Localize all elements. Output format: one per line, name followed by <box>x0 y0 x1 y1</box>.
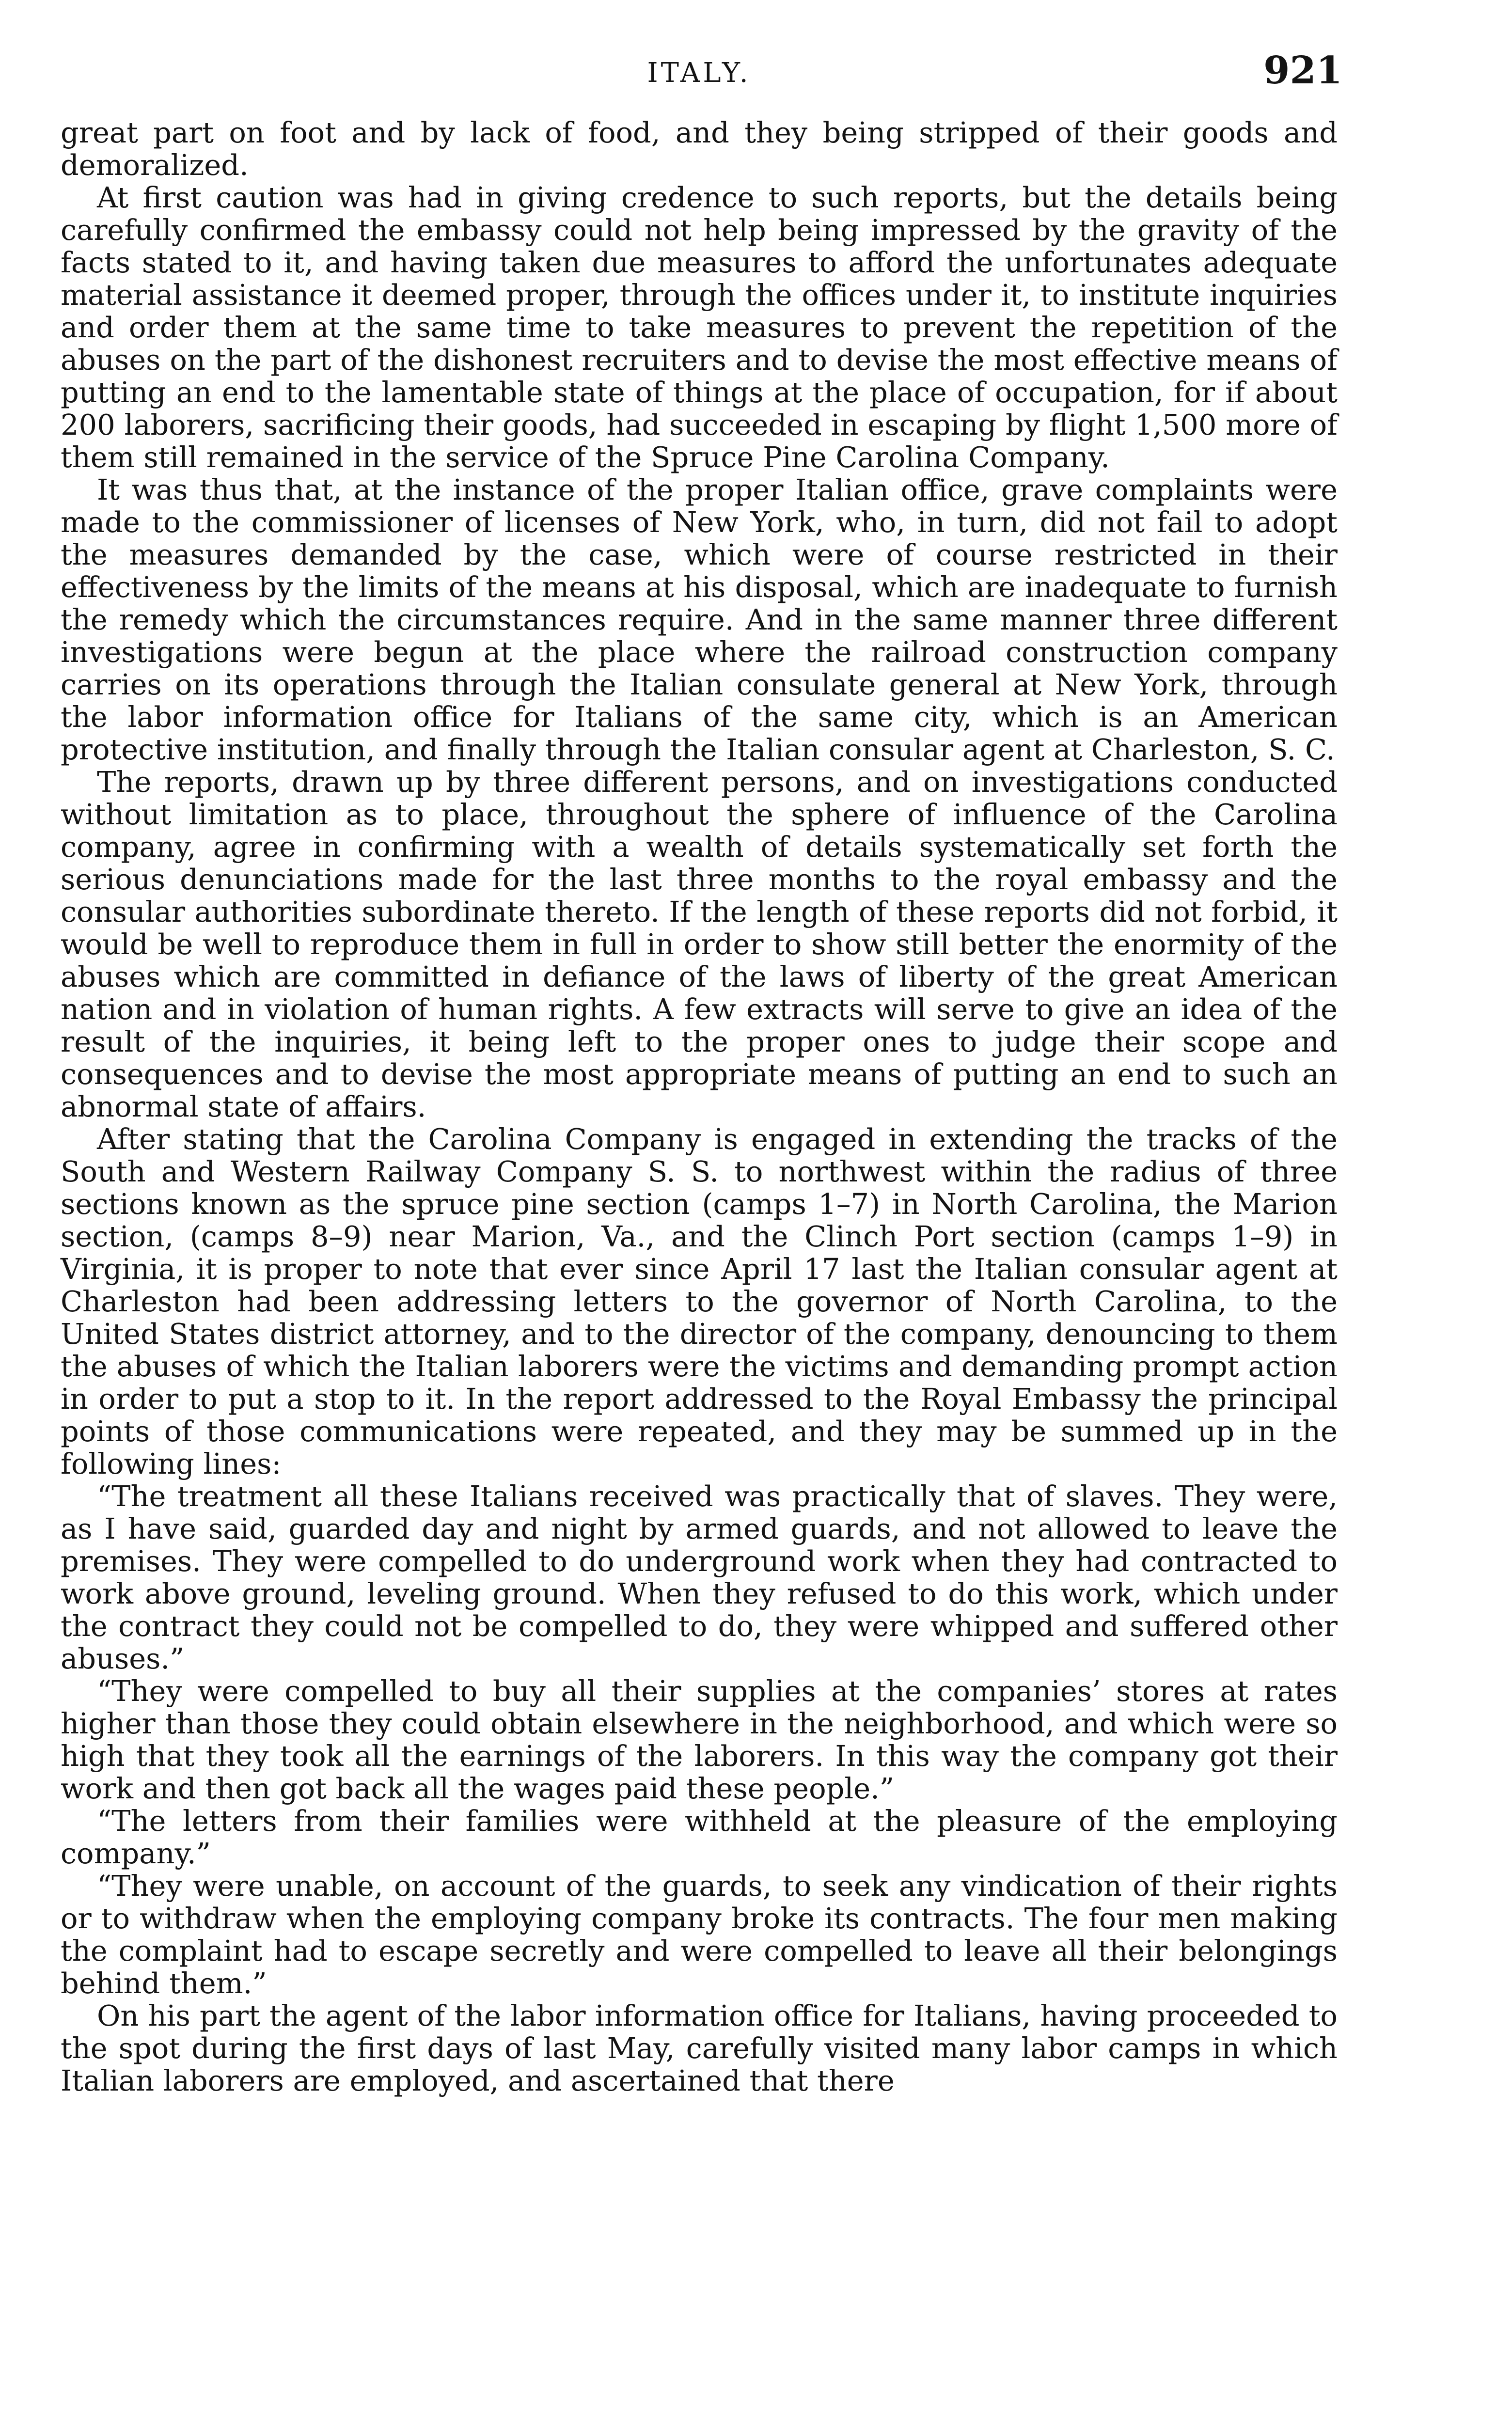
quoted-paragraph: “They were compelled to buy all their supplies at the companies’ stores at rates higher than those they could obtain elsewhere in the neighborhood, and which were so high that they took all the earnings of the laborers. In this way the company got their work and then got back all the wages paid these people.” <box>61 1674 1338 1805</box>
quoted-paragraph: “The treatment all these Italians received was practically that of slaves. They were, as I have said, guarded day and night by armed guards, and not allowed to leave the premises. They were compelled to do underground work when they had contracted to work above ground, leveling ground. When they refused to do this work, which under the contract they could not be compelled to do, they were whipped and suffered other abuses.” <box>61 1479 1338 1675</box>
page-number: 921 <box>1263 48 1342 93</box>
paragraph: On his part the agent of the labor information office for Italians, having proceeded to the spot during the first days of last May, carefully visited many labor camps in which Italian laborers are employed, and ascertained that there <box>61 1999 1338 2097</box>
quoted-paragraph: “They were unable, on account of the guards, to seek any vindication of their rights or to withdraw when the employing company broke its contracts. The four men making the complaint had to escape secretly and were compelled to leave all their belongings behind them.” <box>61 1869 1338 2000</box>
quoted-paragraph: “The letters from their families were withheld at the pleasure of the employing company.” <box>61 1804 1338 1870</box>
paragraph: After stating that the Carolina Company is engaged in extending the tracks of the South and Western Railway Company S. S. to northwest within the radius of three sections known as the spruce pine section (camps 1–7) in North Carolina, the Marion section, (camps 8–9) near Marion, Va., and the Clinch Port section (camps 1–9) in Virginia, it is proper to note that ever since April 17 last the Italian consular agent at Charleston had been addressing letters to the governor of North Carolina, to the United States district attorney, and to the director of the company, denouncing to them the abuses of which the Italian laborers were the victims and demanding prompt action in order to put a stop to it. In the report addressed to the Royal Embassy the principal points of those communications were repeated, and they may be summed up in the following lines: <box>61 1122 1338 1480</box>
paragraph: It was thus that, at the instance of the proper Italian office, grave complaints were made to the commissioner of licenses of New York, who, in turn, did not fail to adopt the measures demanded by the case, which were of course restricted in their effectiveness by the limits of the means at his disposal, which are inadequate to furnish the remedy which the circumstances require. And in the same manner three different investigations were begun at the place where the railroad construction company carries on its operations through the Italian consulate general at New York, through the labor information office for Italians of the same city, which is an American protective institution, and finally through the Italian consular agent at Charleston, S. C. <box>61 473 1338 766</box>
paragraph: At first caution was had in giving credence to such reports, but the details being carefully confirmed the embassy could not help being impressed by the gravity of the facts stated to it, and having taken due measures to afford the unfortunates adequate material assistance it deemed proper, through the offices under it, to institute inquiries and order them at the same time to take measures to prevent the repetition of the abuses on the part of the dishonest recruiters and to devise the most effective means of putting an end to the lamentable state of things at the place of occupation, for if about 200 laborers, sacrificing their goods, had succeeded in escaping by flight 1,500 more of them still remained in the service of the Spruce Pine Carolina Company. <box>61 181 1338 474</box>
paragraph-continuation: great part on foot and by lack of food, and they being stripped of their goods and demoralized. <box>61 116 1338 182</box>
document-page <box>61 48 1342 2097</box>
running-header <box>61 48 1342 102</box>
running-title: ITALY. <box>647 57 751 89</box>
paragraph: The reports, drawn up by three different persons, and on investigations conducted without limitation as to place, throughout the sphere of influence of the Carolina company, agree in confirming with a wealth of details systematically set forth the serious denunciations made for the last three months to the royal embassy and the consular authorities subordinate thereto. If the length of these reports did not forbid, it would be well to reproduce them in full in order to show still better the enormity of the abuses which are committed in defiance of the laws of liberty of the great American nation and in violation of human rights. A few extracts will serve to give an idea of the result of the inquiries, it being left to the proper ones to judge their scope and consequences and to devise the most appropriate means of putting an end to such an abnormal state of affairs. <box>61 765 1338 1123</box>
body-text <box>61 116 1338 2097</box>
